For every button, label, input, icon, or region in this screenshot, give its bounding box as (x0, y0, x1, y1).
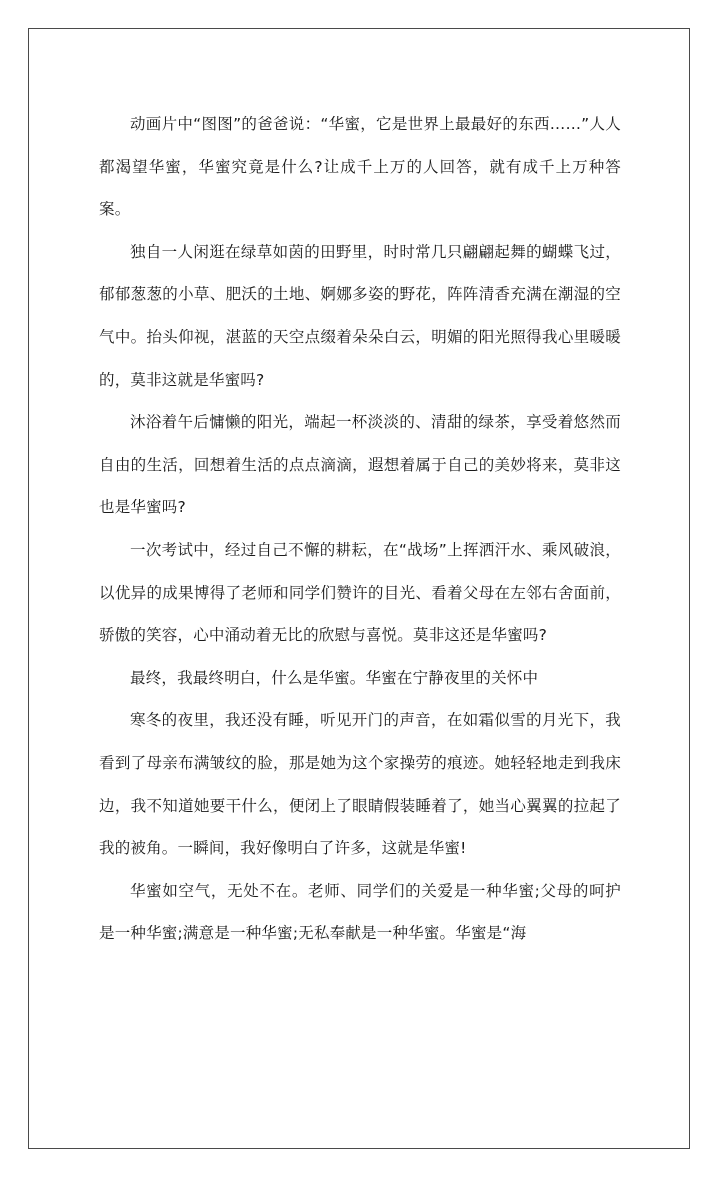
document-body (99, 103, 621, 955)
paragraph: 华蜜如空气，无处不在。老师、同学们的关爱是一种华蜜;父母的呵护是一种华蜜;满意是一种华蜜;无私奉献是一种华蜜。华蜜是“海 (99, 881, 621, 943)
paragraph: 独自一人闲逛在绿草如茵的田野里，时时常几只翩翩起舞的蝴蝶飞过，郁郁葱葱的小草、肥沃的土地、婀娜多姿的野花，阵阵清香充满在潮湿的空气中。抬头仰视，湛蓝的天空点缀着朵朵白云，明媚的阳光照得我心里暖暖的，莫非这就是华蜜吗? (99, 242, 621, 389)
paragraph: 一次考试中，经过自己不懈的耕耘，在“战场”上挥洒汗水、乘风破浪，以优异的成果博得了老师和同学们赞许的目光、看着父母在左邻右舍面前，骄傲的笑容，心中涌动着无比的欣慰与喜悦。莫非这还是华蜜吗? (99, 540, 621, 645)
paragraph: 最终，我最终明白，什么是华蜜。华蜜在宁静夜里的关怀中 (130, 668, 539, 687)
paragraph: 动画片中“图图”的爸爸说：“华蜜，它是世界上最最好的东西……”人人都渴望华蜜，华蜜究竟是什么?让成千上万的人回答，就有成千上万种答案。 (99, 115, 621, 219)
paragraph: 沐浴着午后慵懒的阳光，端起一杯淡淡的、清甜的绿茶，享受着悠然而自由的生活，回想着生活的点点滴滴，遐想着属于自己的美妙将来，莫非这也是华蜜吗? (99, 413, 621, 517)
paragraph: 寒冬的夜里，我还没有睡，听见开门的声音，在如霜似雪的月光下，我看到了母亲布满皱纹的脸，那是她为这个家操劳的痕迹。她轻轻地走到我床边，我不知道她要干什么，便闭上了眼睛假装睡着了，她当心翼翼的拉起了我的被角。一瞬间，我好像明白了许多，这就是华蜜! (99, 711, 621, 858)
